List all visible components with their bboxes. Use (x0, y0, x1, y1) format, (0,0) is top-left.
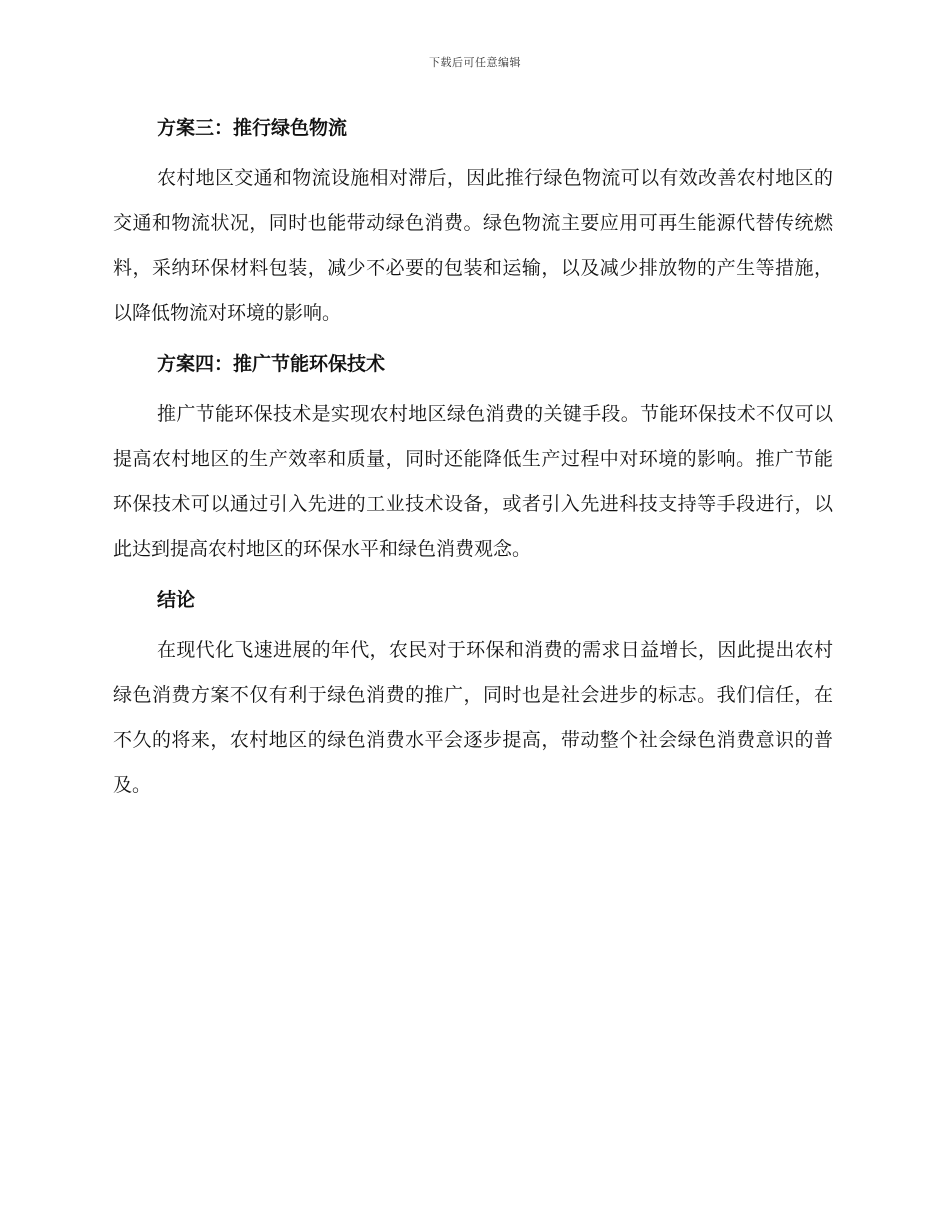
section-heading: 方案四：推广节能环保技术 (157, 353, 386, 375)
section-heading: 方案三：推行绿色物流 (157, 117, 348, 139)
section-paragraph: 在现代化飞速进展的年代，农民对于环保和消费的需求日益增长，因此提出农村绿色消费方案不仅有利于绿色消费的推广，同时也是社会进步的标志。我们信任，在不久的将来，农村地区的绿色消费水平会逐步提高，带动整个社会绿色消费意识的普及。 (113, 639, 833, 796)
section-plan-four (113, 348, 833, 572)
page-header-note: 下载后可任意编辑 (429, 56, 521, 69)
section-paragraph: 农村地区交通和物流设施相对滞后，因此推行绿色物流可以有效改善农村地区的交通和物流状况，同时也能带动绿色消费。绿色物流主要应用可再生能源代替传统燃料，采纳环保材料包装，减少不必要的包装和运输，以及减少排放物的产生等措施，以降低物流对环境的影响。 (113, 167, 833, 324)
section-plan-three (113, 112, 833, 336)
section-heading: 结论 (157, 589, 196, 611)
document-body (113, 112, 833, 808)
section-paragraph: 推广节能环保技术是实现农村地区绿色消费的关键手段。节能环保技术不仅可以提高农村地区的生产效率和质量，同时还能降低生产过程中对环境的影响。推广节能环保技术可以通过引入先进的工业技术设备，或者引入先进科技支持等手段进行，以此达到提高农村地区的环保水平和绿色消费观念。 (113, 403, 833, 560)
section-conclusion (113, 584, 833, 808)
